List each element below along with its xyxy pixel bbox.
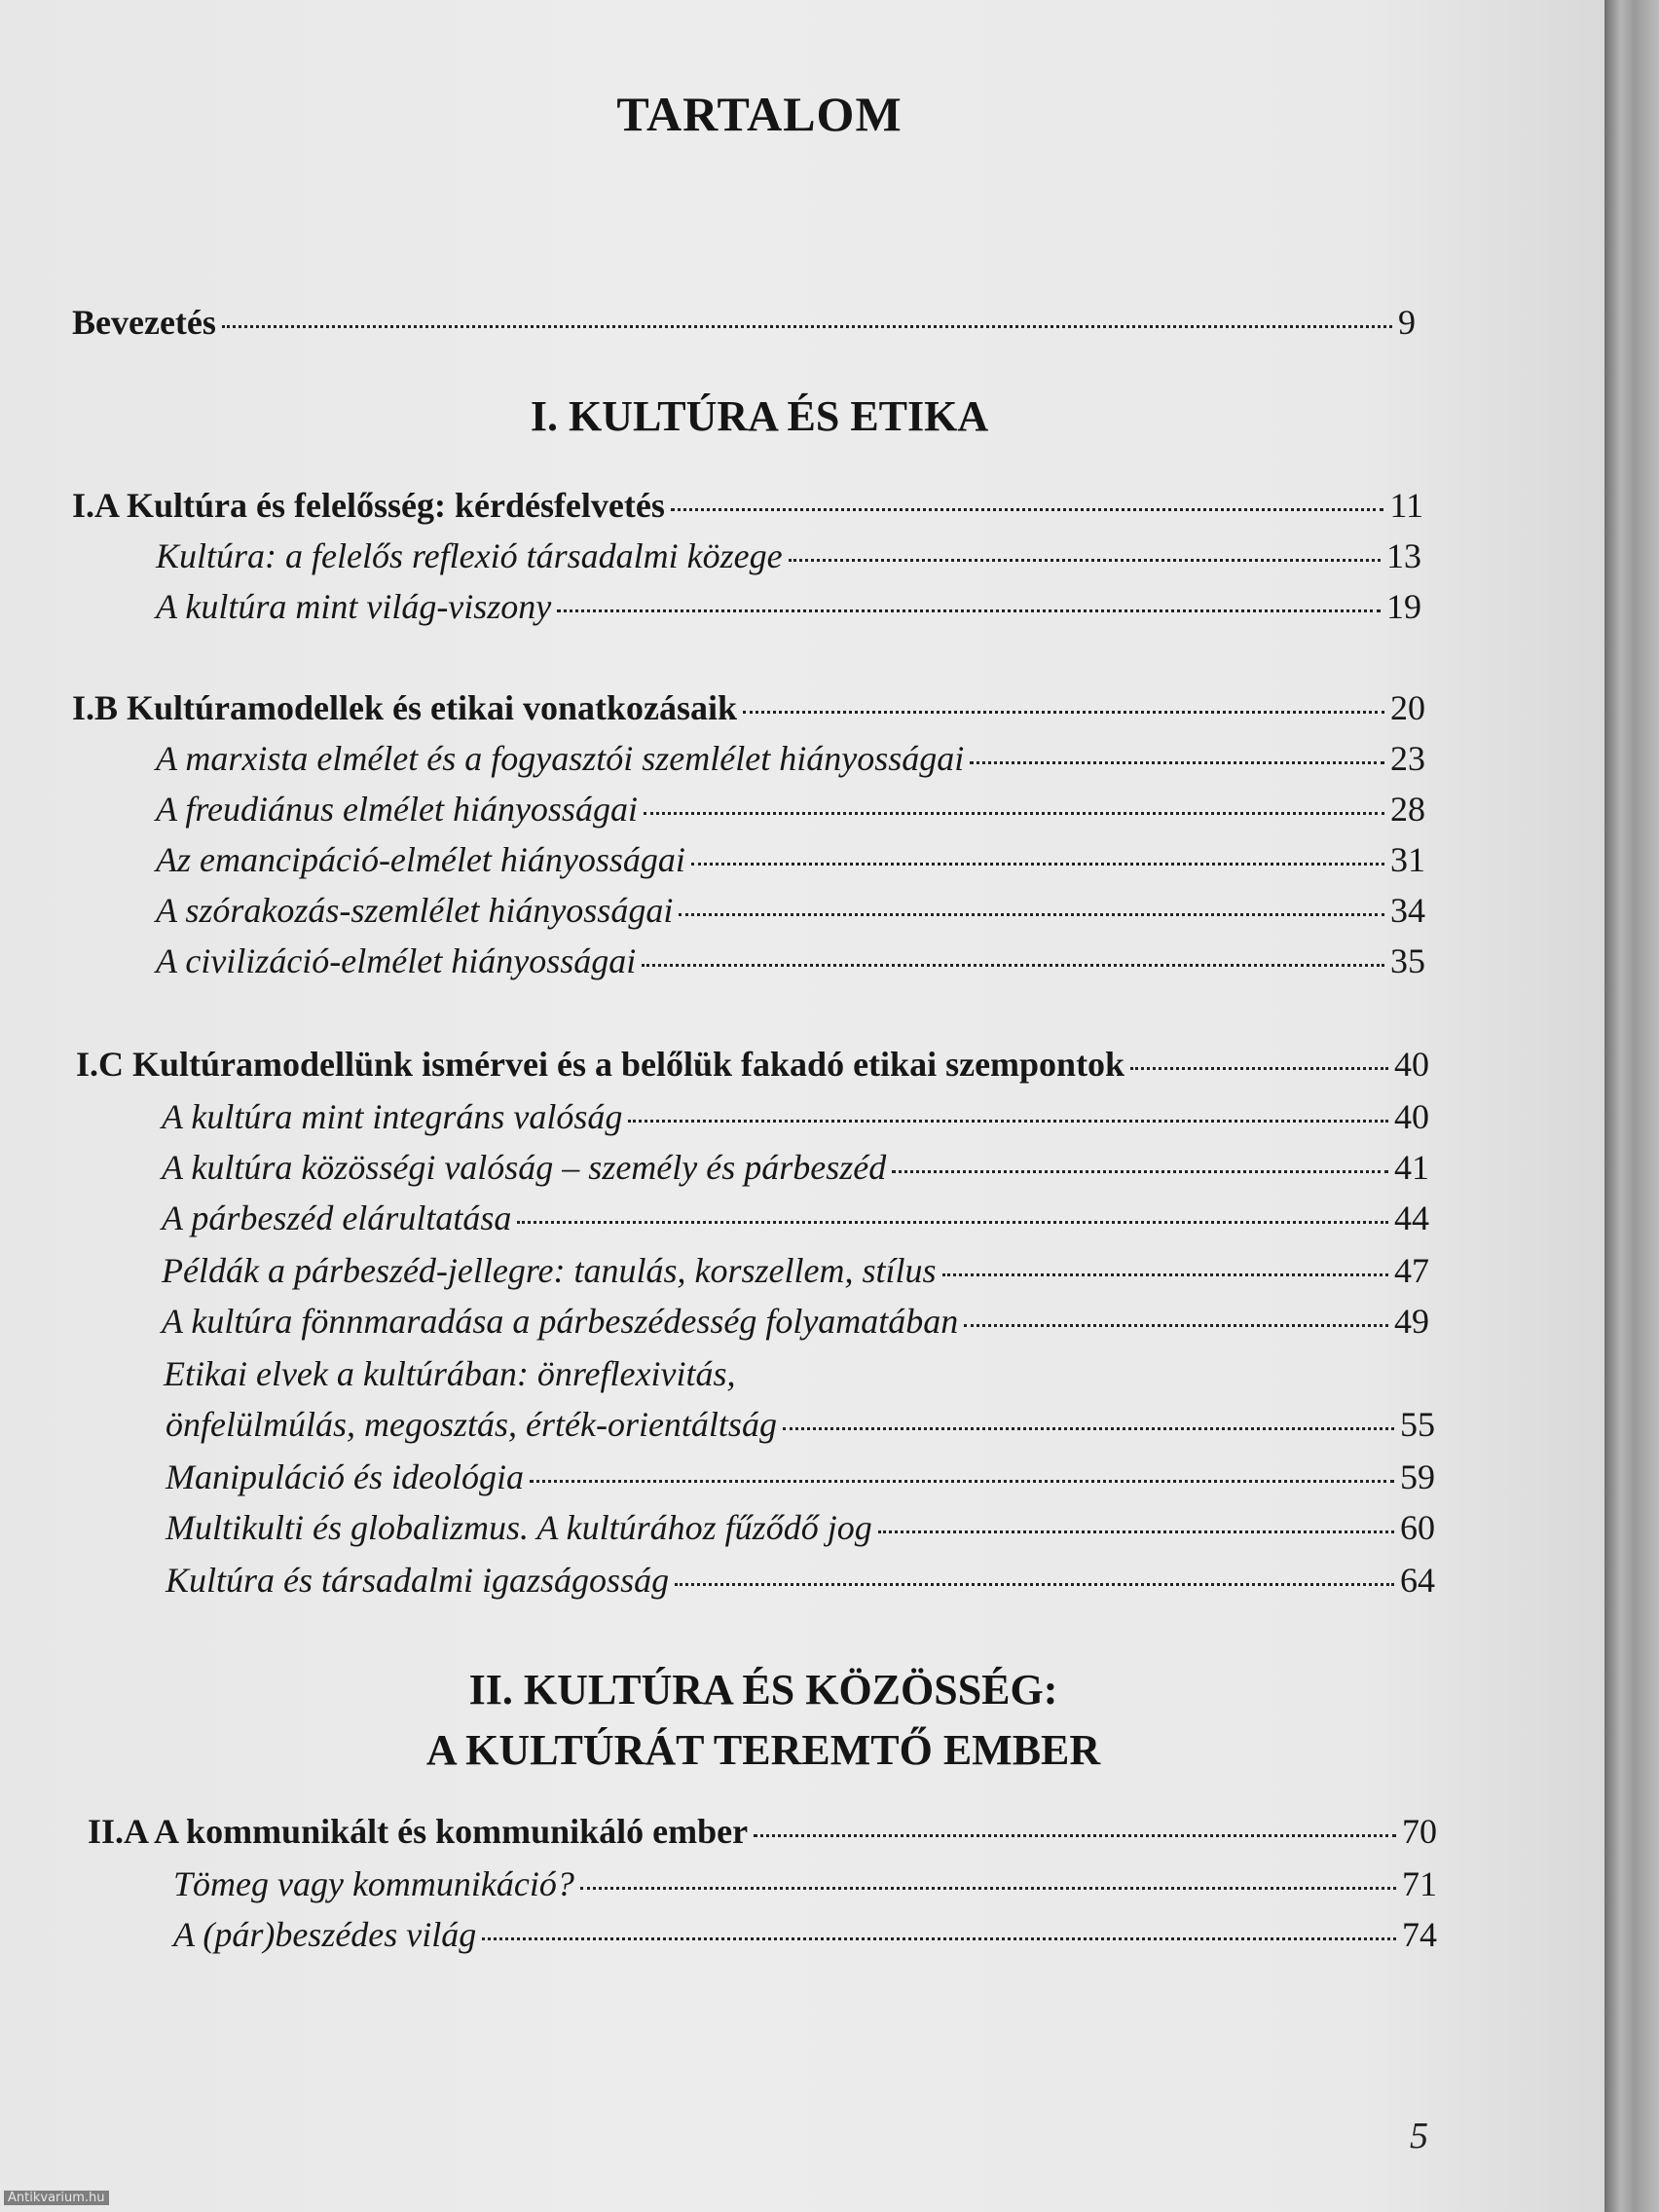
toc-section-page: 70: [1402, 1812, 1437, 1851]
toc-section-label: I.B Kultúramodellek és etikai vonatkozásaik: [72, 688, 738, 727]
book-spine-edge: [1604, 0, 1659, 2212]
dot-leader: [644, 812, 1384, 815]
toc-section-label: I.C Kultúramodellünk ismérvei és a belőlük fakadó etikai szempontok: [76, 1045, 1125, 1084]
toc-item-label: Kultúra: a felelős reflexió társadalmi közege: [156, 536, 783, 575]
dot-leader: [557, 609, 1381, 612]
toc-item-label: Az emancipáció-elmélet hiányosságai: [156, 840, 685, 879]
toc-item-label: A marxista elmélet és a fogyasztói szemlélet hiányosságai: [156, 739, 965, 778]
toc-item: [162, 1096, 1429, 1137]
dot-leader: [679, 913, 1384, 916]
dot-leader: [675, 1583, 1394, 1586]
toc-item-page: 13: [1386, 536, 1421, 575]
toc-item-page: 44: [1394, 1198, 1429, 1237]
toc-section-page: 40: [1394, 1045, 1429, 1084]
dot-leader: [878, 1530, 1394, 1533]
toc-item: [173, 1914, 1437, 1955]
toc-item-page: 64: [1400, 1561, 1435, 1600]
dot-leader: [222, 325, 1392, 328]
toc-item-page: 34: [1390, 891, 1425, 930]
toc-item: [156, 839, 1425, 880]
toc-item-label: A (pár)beszédes világ: [173, 1915, 477, 1954]
toc-item: [173, 1863, 1437, 1904]
dot-leader: [530, 1480, 1394, 1483]
toc-entry-page: 9: [1398, 303, 1416, 342]
dot-leader: [517, 1221, 1388, 1224]
dot-leader: [942, 1273, 1388, 1276]
toc-item: [162, 1147, 1429, 1188]
part-subtitle: A KULTÚRÁT TEREMTŐ EMBER: [425, 1726, 1101, 1774]
toc-section-page: 20: [1390, 688, 1425, 727]
toc-item: [166, 1507, 1435, 1548]
toc-item: [156, 535, 1421, 576]
toc-item-label: A kultúra közösségi valóság – személy és párbeszéd: [162, 1148, 887, 1187]
dot-leader: [642, 964, 1384, 967]
toc-item-label: Tömeg vagy kommunikáció?: [173, 1864, 574, 1903]
part-title: II. KULTÚRA ÉS KÖZÖSSÉG:: [468, 1666, 1058, 1714]
toc-item-page: 60: [1400, 1508, 1435, 1547]
toc-section-IA: [72, 485, 1423, 526]
toc-title: TARTALOM: [616, 87, 903, 141]
toc-item-page: 19: [1386, 587, 1421, 626]
toc-entry-intro: [72, 302, 1416, 343]
toc-item: [156, 940, 1425, 981]
toc-section-label: II.A A kommunikált és kommunikáló ember: [88, 1812, 749, 1851]
toc-section-label: I.A Kultúra és felelősség: kérdésfelvetés: [72, 486, 665, 525]
toc-entry-label: Bevezetés: [72, 303, 216, 342]
toc-item-page: 47: [1394, 1251, 1429, 1290]
toc-item-label: A párbeszéd elárultatása: [162, 1198, 512, 1237]
dot-leader: [691, 863, 1384, 866]
toc-section-IC: [76, 1044, 1429, 1085]
toc-item-label: A kultúra mint integráns valóság: [162, 1097, 623, 1136]
toc-section-IB: [72, 687, 1425, 728]
toc-section-IIA: [88, 1811, 1437, 1852]
toc-item-label: Példák a párbeszéd-jellegre: tanulás, korszellem, stílus: [162, 1251, 937, 1290]
toc-item-page: 31: [1390, 840, 1425, 879]
toc-item-page: 59: [1400, 1457, 1435, 1496]
toc-item-page: 41: [1394, 1148, 1429, 1187]
dot-leader: [754, 1834, 1396, 1837]
dot-leader: [970, 761, 1384, 764]
page-number: 5: [1410, 2116, 1428, 2157]
toc-item-label: önfelülmúlás, megosztás, érték-orientáltság: [166, 1405, 777, 1444]
watermark: Antikvarium.hu: [4, 2191, 109, 2205]
toc-item-page: 40: [1394, 1097, 1429, 1136]
toc-item-page: 49: [1394, 1302, 1429, 1341]
toc-item: [156, 789, 1425, 830]
toc-item-label: Multikulti és globalizmus. A kultúrához fűződő jog: [166, 1508, 872, 1547]
dot-leader: [783, 1427, 1394, 1430]
toc-item: [156, 738, 1425, 779]
toc-item: [166, 1560, 1435, 1601]
toc-item-page: 71: [1402, 1864, 1437, 1903]
toc-item-label: Kultúra és társadalmi igazságosság: [166, 1561, 670, 1600]
toc-item: [166, 1456, 1435, 1497]
toc-item-page: 23: [1390, 739, 1425, 778]
dot-leader: [892, 1170, 1388, 1173]
toc-item-page: 35: [1390, 941, 1425, 980]
toc-item-label: A kultúra mint világ-viszony: [156, 587, 552, 626]
toc-item: [162, 1198, 1429, 1238]
toc-item-label: Manipuláció és ideológia: [166, 1457, 524, 1496]
toc-item-page: 28: [1390, 790, 1425, 829]
toc-item: [166, 1404, 1435, 1445]
toc-item-label: A civilizáció-elmélet hiányosságai: [156, 941, 637, 980]
toc-item-label: A szórakozás-szemlélet hiányosságai: [156, 891, 674, 930]
dot-leader: [743, 711, 1384, 714]
toc-item-page: 55: [1400, 1405, 1435, 1444]
dot-leader: [482, 1937, 1396, 1940]
dot-leader: [789, 559, 1381, 562]
dot-leader: [964, 1324, 1388, 1327]
toc-item-label: A kultúra fönnmaradása a párbeszédesség folyamatában: [162, 1302, 959, 1341]
toc-item: [162, 1250, 1429, 1291]
dot-leader: [580, 1887, 1396, 1890]
toc-item-label: A freudiánus elmélet hiányosságai: [156, 790, 638, 829]
toc-section-page: 11: [1389, 486, 1423, 525]
dot-leader: [1130, 1067, 1388, 1070]
toc-item: [156, 890, 1425, 931]
part-title: I. KULTÚRA ÉS ETIKA: [530, 392, 989, 440]
toc-item: [162, 1301, 1429, 1342]
toc-item: [156, 586, 1421, 627]
dot-leader: [628, 1120, 1388, 1123]
toc-item-continued: Etikai elvek a kultúrában: önreflexivitás,: [164, 1354, 736, 1393]
toc-item-page: 74: [1402, 1915, 1437, 1954]
dot-leader: [671, 508, 1383, 511]
